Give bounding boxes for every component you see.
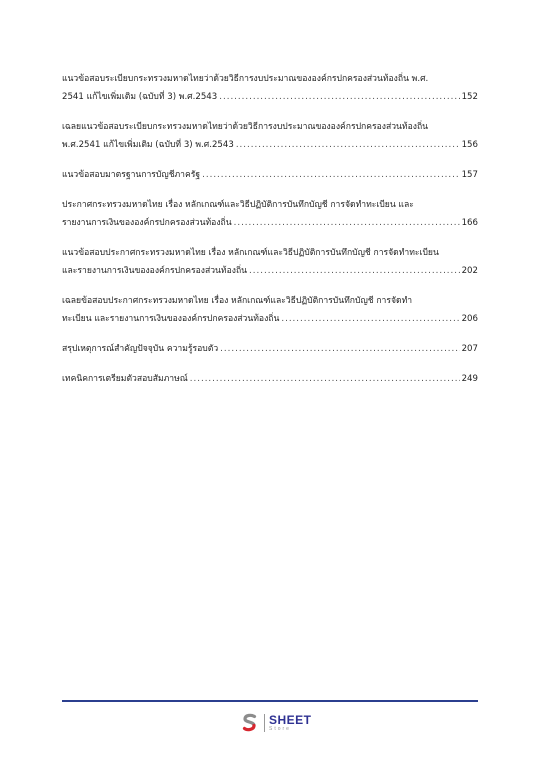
toc-entry[interactable] xyxy=(62,370,478,388)
toc-dot-leader xyxy=(236,136,460,154)
sheet-store-logo xyxy=(240,711,312,735)
toc-dot-leader xyxy=(249,262,460,280)
toc-entry[interactable] xyxy=(62,166,478,184)
toc-entry[interactable] xyxy=(62,244,478,280)
table-of-contents xyxy=(62,70,478,400)
toc-entry-final-line xyxy=(62,214,478,232)
toc-entry-title-end: ทะเบียน และรายงานการเงินขององค์กรปกครองส่วนท้องถิ่น xyxy=(62,314,280,324)
toc-entry[interactable] xyxy=(62,196,478,232)
logo-separator xyxy=(264,714,265,732)
toc-entry[interactable] xyxy=(62,70,478,106)
toc-entry[interactable] xyxy=(62,118,478,154)
toc-dot-leader xyxy=(219,88,459,106)
toc-entry-title-end: 2541 แก้ไขเพิ่มเติม (ฉบับที่ 3) พ.ศ.2543 xyxy=(62,92,218,102)
toc-dot-leader xyxy=(190,370,460,388)
toc-page-number: 152 xyxy=(461,92,478,102)
toc-dot-leader xyxy=(234,214,460,232)
toc-entry-final-line xyxy=(62,166,478,184)
toc-entry-title-line: แนวข้อสอบประกาศกระทรวงมหาดไทย เรื่อง หลักเกณฑ์และวิธีปฏิบัติการบันทึกบัญชี การจัดทำทะเบียน xyxy=(62,248,439,258)
toc-page-number: 207 xyxy=(461,344,478,354)
toc-entry-title-line: แนวข้อสอบระเบียบกระทรวงมหาดไทยว่าด้วยวิธีการงบประมาณขององค์กรปกครองส่วนท้องถิ่น พ.ศ. xyxy=(62,74,429,84)
toc-page-number: 156 xyxy=(461,140,478,150)
toc-dot-leader xyxy=(202,166,459,184)
toc-entry-title-end: แนวข้อสอบมาตรฐานการบัญชีภาครัฐ xyxy=(62,170,201,180)
sheet-store-logo-icon xyxy=(240,713,260,733)
toc-entry-title-line: เฉลยแนวข้อสอบระเบียบกระทรวงมหาดไทยว่าด้วยวิธีการงบประมาณขององค์กรปกครองส่วนท้องถิ่น xyxy=(62,122,429,132)
toc-entry[interactable] xyxy=(62,340,478,358)
toc-page-number: 166 xyxy=(461,218,478,228)
toc-entry-title-end: และรายงานการเงินขององค์กรปกครองส่วนท้องถิ่น xyxy=(62,266,248,276)
toc-entry-final-line xyxy=(62,310,478,328)
toc-entry-final-line xyxy=(62,262,478,280)
toc-entry-title-end: พ.ศ.2541 แก้ไขเพิ่มเติม (ฉบับที่ 3) พ.ศ.2543 xyxy=(62,140,234,150)
toc-entry-final-line xyxy=(62,340,478,358)
footer-divider xyxy=(62,700,478,702)
toc-dot-leader xyxy=(281,310,459,328)
toc-entry-title-end: สรุปเหตุการณ์สำคัญปัจจุบัน ความรู้รอบตัว xyxy=(62,344,219,354)
toc-entry-title-end: รายงานการเงินขององค์กรปกครองส่วนท้องถิ่น xyxy=(62,218,232,228)
toc-entry-title-line: ประกาศกระทรวงมหาดไทย เรื่อง หลักเกณฑ์และวิธีปฏิบัติการบันทึกบัญชี การจัดทำทะเบียน และ xyxy=(62,200,414,210)
toc-page-number: 249 xyxy=(461,374,478,384)
toc-entry-final-line xyxy=(62,370,478,388)
toc-entry[interactable] xyxy=(62,292,478,328)
toc-page-number: 157 xyxy=(461,170,478,180)
toc-page-number: 202 xyxy=(461,266,478,276)
toc-entry-title-line: เฉลยข้อสอบประกาศกระทรวงมหาดไทย เรื่อง หลักเกณฑ์และวิธีปฏิบัติการบันทึกบัญชี การจัดทำ xyxy=(62,296,413,306)
logo-brand-text: SHEET xyxy=(269,713,312,727)
logo-wordmark xyxy=(269,714,312,732)
logo-brand-subtext: Store xyxy=(269,726,291,732)
toc-page-number: 206 xyxy=(461,314,478,324)
toc-entry-title-end: เทคนิคการเตรียมตัวสอบสัมภาษณ์ xyxy=(62,374,188,384)
toc-dot-leader xyxy=(220,340,459,358)
toc-entry-final-line xyxy=(62,136,478,154)
toc-entry-final-line xyxy=(62,88,478,106)
